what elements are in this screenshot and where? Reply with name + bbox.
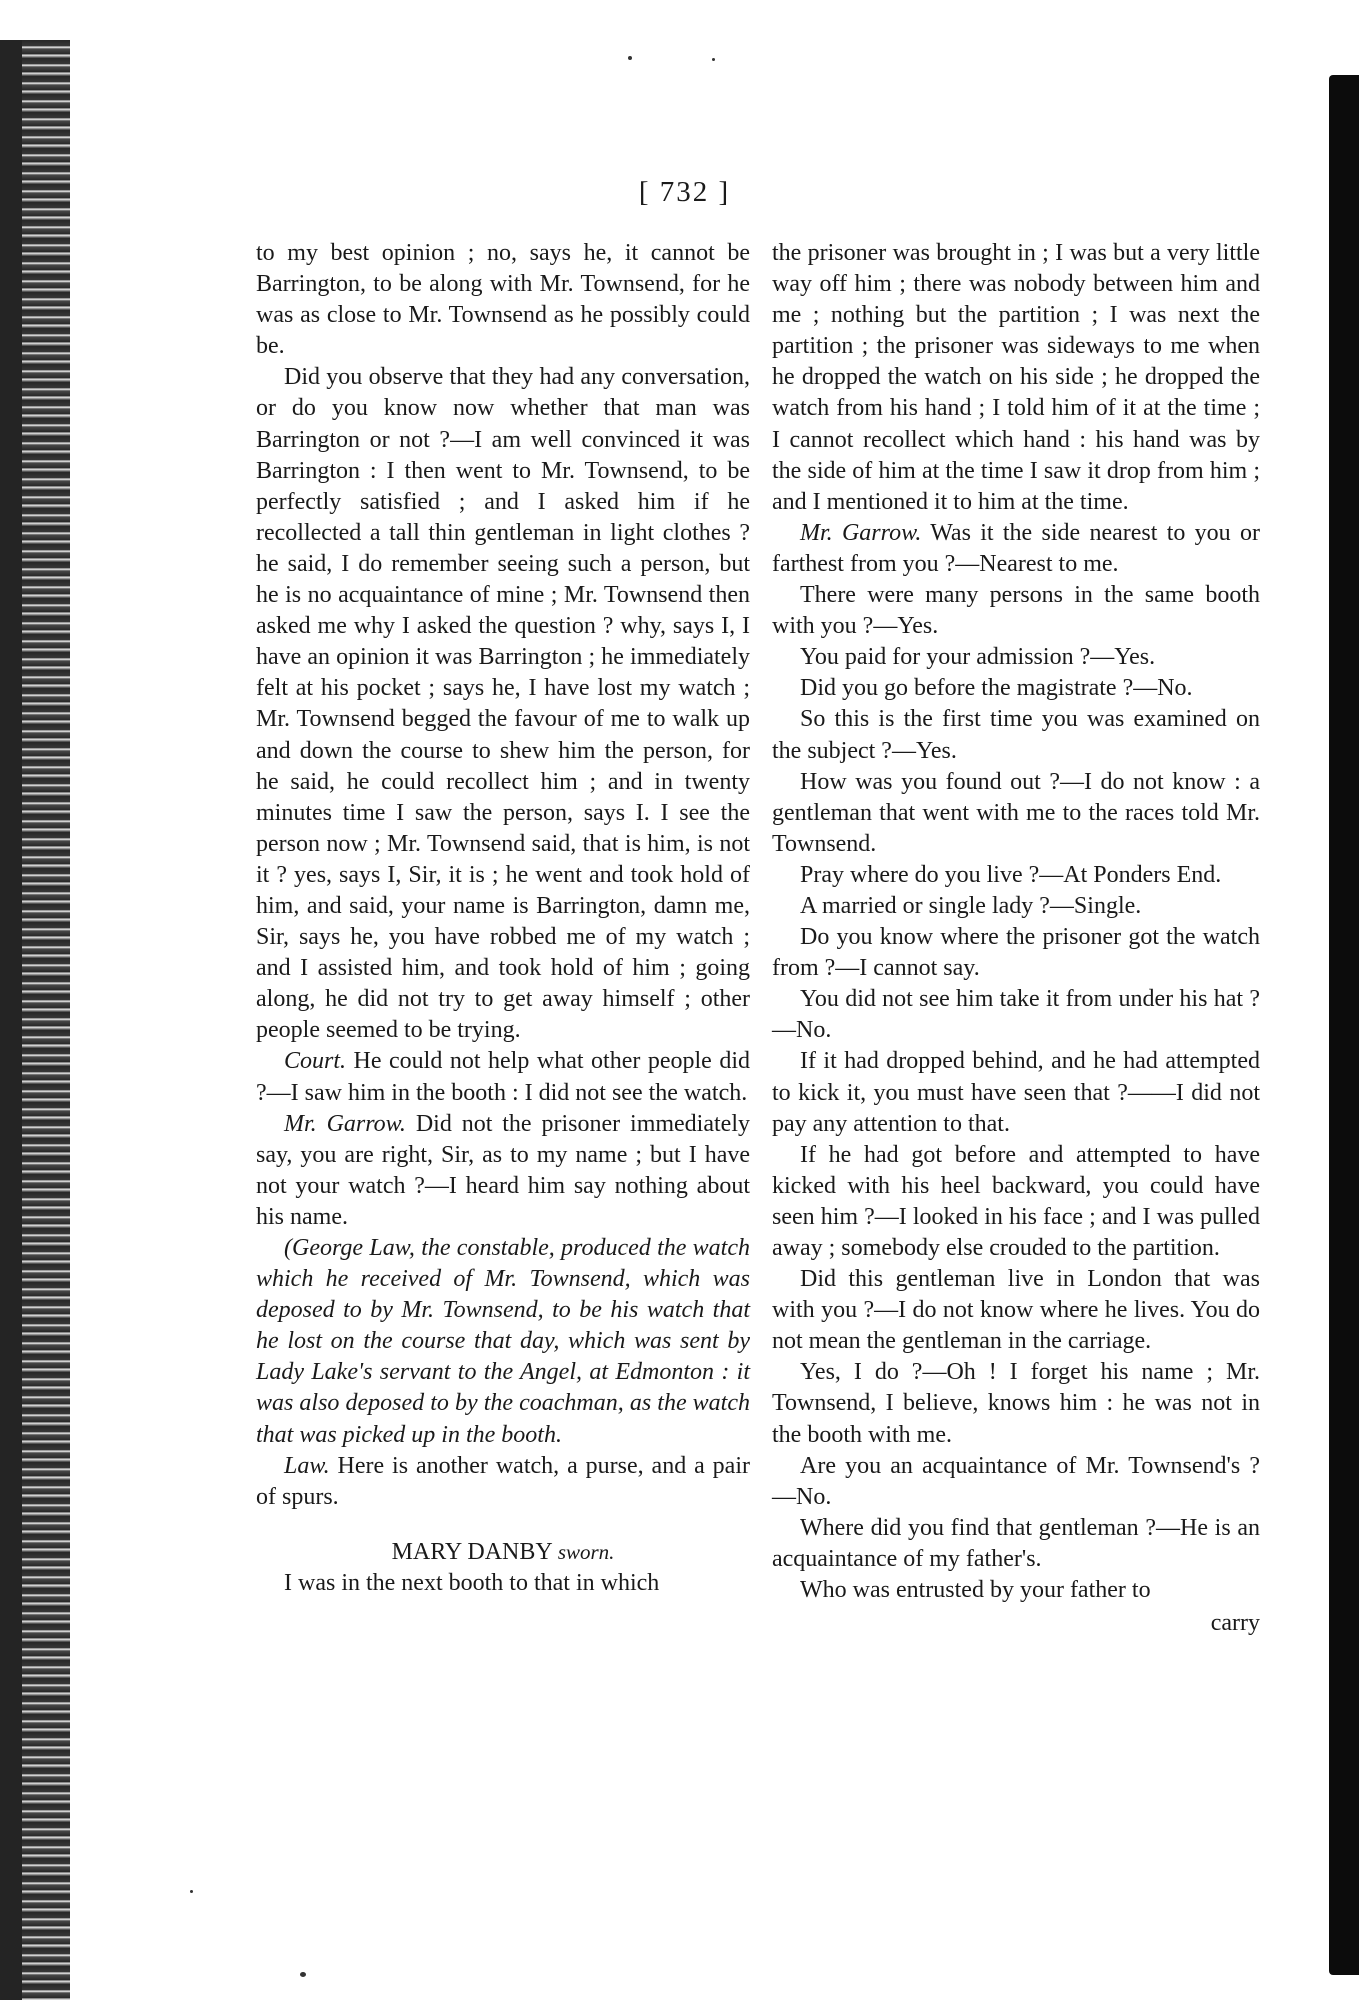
ink-speck	[712, 58, 715, 61]
paragraph-garrow	[256, 1109, 750, 1233]
paragraph: You did not see him take it from under his hat ?—No.	[772, 986, 1260, 1044]
page-binding-edge-left	[0, 40, 70, 2000]
paragraph: I was in the next booth to that in which	[284, 1569, 660, 1596]
paragraph-text: Here is another watch, a purse, and a pair of spurs.	[256, 1452, 750, 1510]
paragraph: How was you found out ?—I do not know : a gentleman that went with me to the races told Mr. Townsend.	[772, 768, 1260, 857]
ink-speck	[300, 1972, 306, 1977]
paragraph: Who was entrusted by your father to	[800, 1577, 1151, 1604]
paragraph: Did you go before the magistrate ?—No.	[800, 675, 1193, 702]
paragraph: A married or single lady ?—Single.	[800, 892, 1142, 919]
speaker-label: Court.	[284, 1048, 347, 1075]
ink-speck	[190, 1890, 193, 1893]
left-column	[256, 238, 750, 1599]
page-number: [ 732 ]	[638, 176, 731, 208]
paragraph-law	[256, 1451, 750, 1513]
paragraph: There were many persons in the same booth with you ?—Yes.	[772, 582, 1260, 640]
paragraph-garrow	[772, 518, 1260, 580]
paragraph: the prisoner was brought in ; I was but a very little way off him ; there was nobody between him and me ; nothing but the partition ; I was next the partition ; the prisoner was sideways to me when he dropped the watch on his side ; he dropped the watch from his hand ; I told him of it at the time ; I cannot recollect which hand : his hand was by the side of him at the time I saw it drop from him ; and I mentioned it to him at the time.	[772, 240, 1260, 515]
paragraph: If he had got before and attempted to have kicked with his heel backward, you could have seen him ?—I looked in his face ; and I was pulled away ; somebody else crouded to the partition.	[772, 1141, 1260, 1261]
paragraph: Did this gentleman live in London that was with you ?—I do not know where he lives. You do not mean the gentleman in the carriage.	[772, 1266, 1260, 1355]
catchword: carry	[1210, 1610, 1260, 1637]
paragraph-court	[256, 1046, 750, 1108]
speaker-label: Mr. Garrow.	[284, 1110, 406, 1137]
paragraph: You paid for your admission ?—Yes.	[800, 644, 1156, 671]
paragraph-text: Did not the prisoner immediately say, you are right, Sir, as to my name ; but I have not your watch ?—I heard him say nothing about his name.	[256, 1110, 750, 1230]
page-binding-edge-right	[1329, 75, 1359, 1975]
paragraph: So this is the first time you was examined on the subject ?—Yes.	[772, 706, 1260, 764]
witness-sworn: sworn.	[557, 1539, 615, 1564]
paragraph: Did you observe that they had any conversation, or do you know now whether that man was Barrington or not ?—I am well convinced it was Barrington : I then went to Mr. Townsend, to be perfectly satisfied ; and I asked him if he recollected a tall thin gentleman in light clothes ? he said, I do remember seeing such a person, but he is no acquaintance of mine ; Mr. Townsend then asked me why I asked the question ? why, says I, I have an opinion it was Barrington ; he immediately felt at his pocket ; says he, I have lost my watch ; Mr. Townsend begged the favour of me to walk up and down the course to shew him the person, for he said, he could recollect him ; and in twenty minutes time I saw the person, says I. I see the person now ; Mr. Townsend said, that is him, is not it ? yes, says I, Sir, it is ; he went and took hold of him, and said, your name is Barrington, damn me, Sir, says he, you have robbed me of my watch ; and I assisted him, and took hold of him ; going along, he did not try to get away himself ; other people seemed to be trying.	[256, 364, 750, 1044]
ink-speck	[628, 56, 632, 60]
paragraph: Are you an acquaintance of Mr. Townsend's ?—No.	[772, 1452, 1260, 1510]
italic-note: (George Law, the constable, produced the watch which he received of Mr. Townsend, which was deposed to by Mr. Townsend, to be his watch that he lost on the course that day, which was sent by Lady Lake's servant to the Angel, at Edmonton : it was also deposed to by the coachman, as the watch that was picked up in the booth.	[256, 1235, 750, 1448]
right-column	[772, 238, 1260, 1639]
paragraph: If it had dropped behind, and he had attempted to kick it, you must have seen that ?——I did not pay any attention to that.	[772, 1048, 1260, 1137]
paragraph-text: He could not help what other people did ?—I saw him in the booth : I did not see the watch.	[256, 1048, 750, 1106]
paragraph-text: Was it the side nearest to you or farthest from you ?—Nearest to me.	[772, 519, 1260, 577]
paragraph: Yes, I do ?—Oh ! I forget his name ; Mr. Townsend, I believe, knows him : he was not in the booth with me.	[772, 1359, 1260, 1448]
paragraph: Where did you find that gentleman ?—He is an acquaintance of my father's.	[772, 1514, 1260, 1572]
speaker-label: Law.	[284, 1452, 330, 1479]
paragraph: Do you know where the prisoner got the watch from ?—I cannot say.	[772, 924, 1260, 982]
paragraph: Pray where do you live ?—At Ponders End.	[800, 861, 1222, 888]
speaker-label: Mr. Garrow.	[800, 519, 922, 546]
witness-name: MARY DANBY	[391, 1538, 552, 1565]
witness-heading	[256, 1537, 750, 1568]
paragraph: to my best opinion ; no, says he, it cannot be Barrington, to be along with Mr. Townsend, for he was as close to Mr. Townsend as he possibly could be.	[256, 240, 750, 360]
